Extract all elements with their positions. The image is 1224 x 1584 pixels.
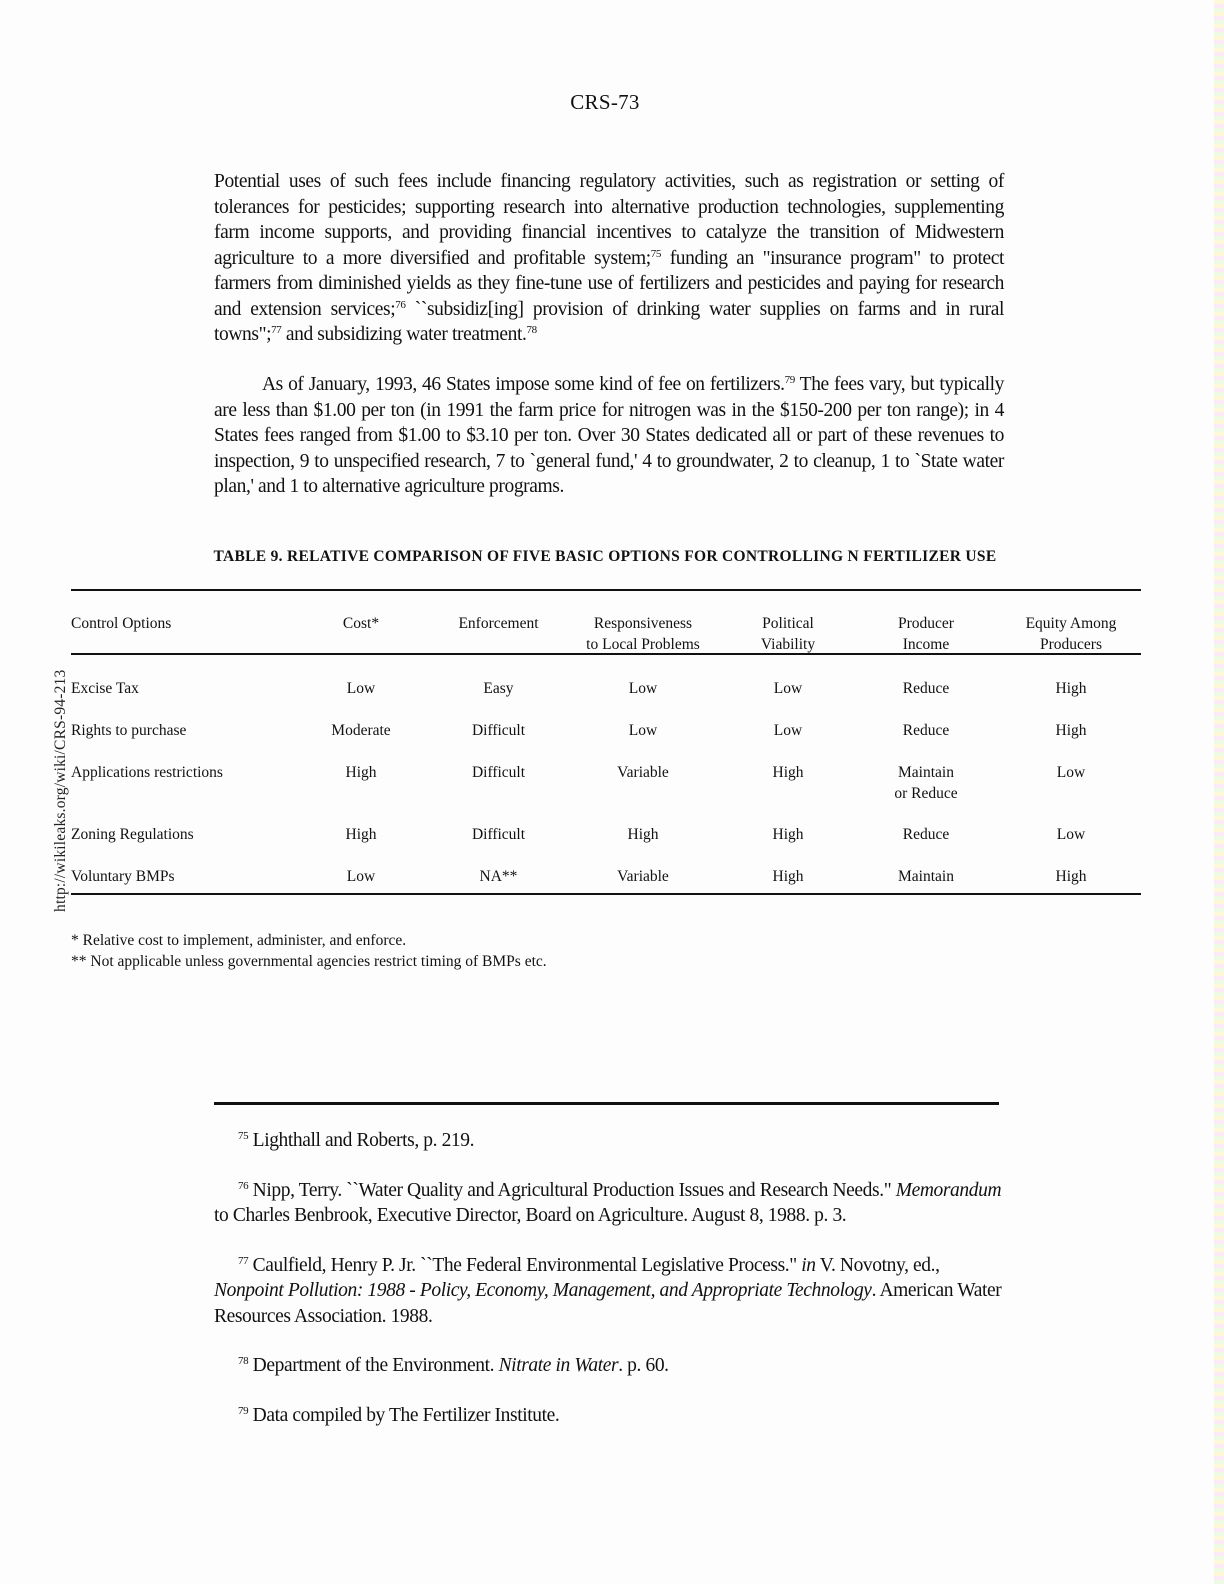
footnote-75: $^{75}$ Lighthall and Roberts, p. 219. [238, 1130, 475, 1151]
cell-enforcement: Easy [483, 680, 514, 697]
table-row [71, 821, 1141, 863]
header-responsiveness: Responsiveness to Local Problems [586, 615, 700, 653]
paragraph-2 [214, 372, 1004, 500]
cell-political: Low [773, 722, 803, 739]
table-body [71, 655, 1141, 893]
cell-cost: Low [346, 680, 376, 697]
cell-option: Excise Tax [71, 680, 139, 697]
footnote-78: $^{78}$ Department of the Environment. Nitrate in Water. p. 60. [238, 1355, 669, 1376]
table-notes [71, 930, 547, 972]
cell-cost: Moderate [331, 722, 391, 739]
footnote-ref-76[interactable]: 76 [395, 298, 406, 311]
footnote-ref-78[interactable]: 78 [526, 324, 537, 336]
cell-responsiveness: Low [628, 680, 658, 697]
cell-enforcement: Difficult [471, 722, 526, 739]
cell-income: Reduce [902, 826, 950, 843]
paragraph-text: funding an "insurance program" to protect farmers from diminished yields as they fine-tune use of fertilizers and pesticides and paying for research and extension services; [214, 247, 1004, 320]
cell-political: Low [773, 680, 803, 697]
cell-political: High [772, 826, 804, 843]
cell-option: Zoning Regulations [71, 826, 194, 843]
cell-equity: High [1055, 680, 1087, 697]
footnote-ref-75[interactable]: 75 [650, 247, 661, 260]
watermark-link[interactable]: http://wikileaks.org/wiki/CRS-94-213 [52, 669, 69, 912]
cell-income: Maintain or Reduce [894, 764, 958, 802]
paragraph-text: ``subsidiz[ing] provision of drinking water supplies on farms and in rural towns"; [214, 298, 1004, 345]
cell-responsiveness: High [627, 826, 659, 843]
footnote-divider [214, 1102, 999, 1105]
cell-equity: Low [1056, 764, 1086, 781]
header-equity: Equity Among Producers [1025, 615, 1117, 653]
cell-income: Maintain [898, 868, 954, 885]
page-header: CRS-73 [570, 90, 640, 114]
header-control-options: Control Options [71, 615, 172, 632]
header-enforcement: Enforcement [458, 615, 539, 632]
table-row [71, 759, 1141, 821]
comparison-table [71, 589, 1141, 895]
cell-responsiveness: Variable [617, 764, 669, 781]
cell-cost: Low [346, 868, 376, 885]
footnote-79: $^{79}$ Data compiled by The Fertilizer Institute. [238, 1404, 560, 1426]
cell-enforcement: Difficult [471, 826, 526, 843]
cell-political: High [772, 764, 804, 781]
paragraph-text: The fees vary, but typically are less than $1.00 per ton (in 1991 the farm price for nitrogen was in the $150-200 per ton range); in 4 States fees ranged from $1.00 to $3.10 per ton. Over 30 States dedicated all or part of these revenues to inspection, 9 to unspecified research, 7 to `general fund,' 4 to groundwater, 2 to cleanup, 1 to `State water plan,' and 1 to alternative agriculture programs. [214, 374, 1004, 497]
table-row [71, 717, 1141, 759]
cell-enforcement: NA** [479, 868, 518, 885]
footnote-76: $^{76}$ Nipp, Terry. ``Water Quality and Agricultural Production Issues and Research Needs." Memorandum to Charles Benbrook, Executive Director, Board on Agriculture. August 8, 1988. p. 3. [214, 1179, 1002, 1226]
footnote-77: $^{77}$ Caulfield, Henry P. Jr. ``The Federal Environmental Legislative Process." in V. Novotny, ed., Nonpoint Pollution: 1988 - Policy, Economy, Management, and Appropriate Technology. American Water Resources Association. 1988. [214, 1254, 1002, 1327]
cell-political: High [772, 868, 804, 885]
table-row [71, 675, 1141, 717]
cell-income: Reduce [902, 722, 950, 739]
cell-responsiveness: Variable [617, 868, 669, 885]
paragraph-text: and subsidizing water treatment. [281, 324, 527, 345]
cell-income: Reduce [902, 680, 950, 697]
footnote-ref-79[interactable]: 79 [784, 374, 795, 386]
cell-equity: High [1055, 868, 1087, 885]
cell-equity: High [1055, 722, 1087, 739]
cell-option: Applications restrictions [71, 764, 223, 781]
table-note: ** Not applicable unless governmental agencies restrict timing of BMPs etc. [71, 953, 547, 970]
table-note: * Relative cost to implement, administer, and enforce. [71, 932, 407, 949]
cell-cost: High [345, 764, 377, 781]
paragraph-text: Potential uses of such fees include financing regulatory activities, such as registration or setting of tolerances for pesticides; supporting research into alternative production technologies, supplementing farm income supports, and providing financial incentives to catalyze the transition of Midwestern agriculture to a more diversified and profitable system; [214, 171, 1004, 269]
paragraph-1 [214, 169, 1004, 348]
cell-enforcement: Difficult [471, 764, 526, 781]
cell-cost: High [345, 826, 377, 843]
table-title: TABLE 9. RELATIVE COMPARISON OF FIVE BASIC OPTIONS FOR CONTROLLING N FERTILIZER USE [213, 548, 997, 565]
page-edge-strip [1214, 0, 1224, 1584]
table-row [71, 863, 1141, 893]
table-header-row [71, 591, 1141, 655]
footnotes [214, 1128, 1004, 1452]
cell-option: Voluntary BMPs [71, 868, 175, 885]
header-political-viability: Political Viability [760, 615, 816, 653]
paragraph-text: As of January, 1993, 46 States impose some kind of fee on fertilizers. [262, 374, 785, 395]
cell-responsiveness: Low [628, 722, 658, 739]
header-producer-income: Producer Income [898, 615, 954, 653]
footnote-ref-77[interactable]: 77 [271, 324, 282, 336]
header-cost: Cost* [342, 615, 380, 632]
cell-equity: Low [1056, 826, 1086, 843]
cell-option: Rights to purchase [71, 722, 187, 739]
